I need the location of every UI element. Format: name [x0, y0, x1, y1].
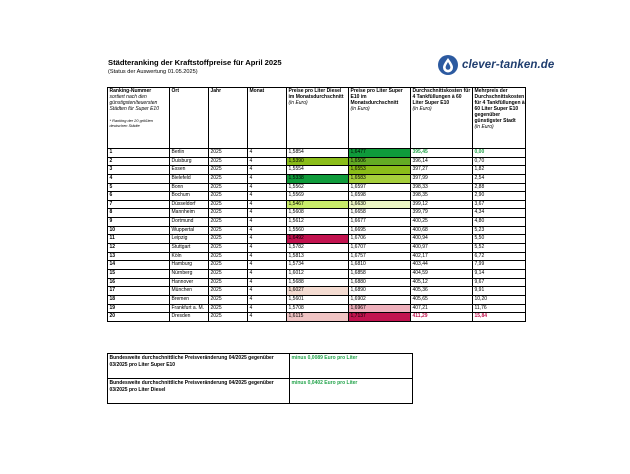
cell-year: 2025: [209, 166, 248, 175]
cell-e10: 1,6583: [349, 174, 411, 183]
cell-extra: 6,72: [473, 252, 526, 261]
fuel-drop-icon: [437, 54, 459, 76]
cell-city: München: [170, 287, 209, 296]
cell-cost: 398,33: [411, 183, 473, 192]
cell-extra: 4,80: [473, 218, 526, 227]
cell-month: 4: [248, 287, 287, 296]
cell-cost: 400,94: [411, 235, 473, 244]
cell-month: 4: [248, 278, 287, 287]
cell-year: 2025: [209, 157, 248, 166]
cell-city: Bonn: [170, 183, 209, 192]
cell-diesel: 1,5782: [287, 244, 349, 253]
cell-e10: 1,6902: [349, 295, 411, 304]
col-header-month: Monat: [248, 88, 287, 149]
cell-rank: 3: [108, 166, 170, 175]
cell-extra: 15,84: [473, 313, 526, 322]
cell-extra: 5,23: [473, 226, 526, 235]
cell-e10: 1,6553: [349, 166, 411, 175]
cell-diesel: 1,5688: [287, 278, 349, 287]
cell-diesel: 1,5560: [287, 226, 349, 235]
cell-month: 4: [248, 183, 287, 192]
cell-e10: 1,6706: [349, 235, 411, 244]
cell-diesel: 1,5390: [287, 157, 349, 166]
cell-year: 2025: [209, 209, 248, 218]
cell-extra: 5,50: [473, 235, 526, 244]
table-row: [108, 287, 526, 296]
cell-year: 2025: [209, 278, 248, 287]
cell-diesel: 1,5608: [287, 209, 349, 218]
table-row: [108, 278, 526, 287]
cell-rank: 8: [108, 209, 170, 218]
cell-diesel: 1,6027: [287, 287, 349, 296]
cell-month: 4: [248, 192, 287, 201]
cell-e10: 1,6757: [349, 252, 411, 261]
cell-city: Bremen: [170, 295, 209, 304]
table-row: [108, 192, 526, 201]
cell-extra: 0,70: [473, 157, 526, 166]
summary-row-diesel: [108, 379, 413, 404]
cell-rank: 19: [108, 304, 170, 313]
table-row: [108, 226, 526, 235]
clever-tanken-logo: [437, 54, 554, 76]
cell-extra: 7,99: [473, 261, 526, 270]
cell-cost: 400,68: [411, 226, 473, 235]
table-row: [108, 269, 526, 278]
table-row: [108, 157, 526, 166]
cell-diesel: 1,5467: [287, 200, 349, 209]
cell-year: 2025: [209, 218, 248, 227]
table-row: [108, 244, 526, 253]
table-row: [108, 235, 526, 244]
cell-rank: 17: [108, 287, 170, 296]
cell-city: Hamburg: [170, 261, 209, 270]
cell-rank: 5: [108, 183, 170, 192]
cell-month: 4: [248, 226, 287, 235]
cell-city: Bochum: [170, 192, 209, 201]
cell-cost: 399,79: [411, 209, 473, 218]
col-header-cost: Durchschnittskosten für 4 Tankfüllungen à 60 Liter Super E10 (in Euro): [411, 88, 473, 149]
cell-month: 4: [248, 200, 287, 209]
summary-value-e10: minus 0,0089 Euro pro Liter: [290, 354, 413, 379]
cell-cost: 402,17: [411, 252, 473, 261]
cell-month: 4: [248, 157, 287, 166]
table-row: [108, 149, 526, 158]
ranking-table: [107, 87, 526, 322]
cell-month: 4: [248, 304, 287, 313]
cell-e10: 1,6677: [349, 218, 411, 227]
cell-diesel: 1,5562: [287, 183, 349, 192]
cell-year: 2025: [209, 287, 248, 296]
cell-cost: 397,99: [411, 174, 473, 183]
cell-month: 4: [248, 261, 287, 270]
cell-extra: 2,54: [473, 174, 526, 183]
table-row: [108, 304, 526, 313]
cell-year: 2025: [209, 174, 248, 183]
col-header-e10: Preise pro Liter Super E10 im Monatsdurchschnitt (in Euro): [349, 88, 411, 149]
col-header-diesel: Preise pro Liter Diesel im Monatsdurchschnitt (in Euro): [287, 88, 349, 149]
cell-extra: 2,88: [473, 183, 526, 192]
cell-rank: 15: [108, 269, 170, 278]
cell-diesel: 1,5569: [287, 192, 349, 201]
summary-row-e10: [108, 354, 413, 379]
cell-month: 4: [248, 235, 287, 244]
cell-cost: 396,14: [411, 157, 473, 166]
table-row: [108, 166, 526, 175]
col-header-extra: Mehrpreis der Durchschnittskosten für 4 Tankfüllungen à 60 Liter Super E10 gegenüber günstigster Stadt (in Euro): [473, 88, 526, 149]
cell-diesel: 1,5854: [287, 149, 349, 158]
cell-city: Mannheim: [170, 209, 209, 218]
cell-month: 4: [248, 166, 287, 175]
cell-cost: 398,35: [411, 192, 473, 201]
table-row: [108, 313, 526, 322]
cell-diesel: 1,5612: [287, 218, 349, 227]
cell-diesel: 1,5734: [287, 261, 349, 270]
cell-extra: 2,90: [473, 192, 526, 201]
cell-diesel: 1,6012: [287, 269, 349, 278]
summary-table: [107, 353, 413, 404]
cell-month: 4: [248, 252, 287, 261]
cell-extra: 5,52: [473, 244, 526, 253]
cell-extra: 9,91: [473, 287, 526, 296]
col-header-year: Jahr: [209, 88, 248, 149]
cell-e10: 1,6658: [349, 209, 411, 218]
cell-cost: 395,45: [411, 149, 473, 158]
cell-rank: 12: [108, 244, 170, 253]
table-row: [108, 200, 526, 209]
cell-city: Duisburg: [170, 157, 209, 166]
cell-e10: 1,6707: [349, 244, 411, 253]
summary-desc-diesel: Bundesweite durchschnittliche Preisveränderung 04/2025 gegenüber 03/2025 pro Liter Diesel: [108, 379, 290, 404]
cell-e10: 1,6890: [349, 287, 411, 296]
cell-city: Hannover: [170, 278, 209, 287]
cell-rank: 2: [108, 157, 170, 166]
cell-extra: 1,82: [473, 166, 526, 175]
cell-month: 4: [248, 244, 287, 253]
cell-year: 2025: [209, 304, 248, 313]
cell-cost: 405,65: [411, 295, 473, 304]
cell-year: 2025: [209, 313, 248, 322]
table-row: [108, 295, 526, 304]
cell-month: 4: [248, 174, 287, 183]
cell-extra: 4,34: [473, 209, 526, 218]
cell-e10: 1,6880: [349, 278, 411, 287]
cell-e10: 1,6477: [349, 149, 411, 158]
cell-rank: 7: [108, 200, 170, 209]
cell-cost: 400,97: [411, 244, 473, 253]
summary-value-diesel: minus 0,0402 Euro pro Liter: [290, 379, 413, 404]
cell-rank: 13: [108, 252, 170, 261]
cell-rank: 6: [108, 192, 170, 201]
cell-rank: 16: [108, 278, 170, 287]
cell-rank: 4: [108, 174, 170, 183]
cell-e10: 1,7137: [349, 313, 411, 322]
page-title: Städteranking der Kraftstoffpreise für April 2025: [108, 58, 282, 67]
logo-text: clever-tanken.de: [462, 59, 555, 71]
cell-extra: 0,00: [473, 149, 526, 158]
cell-extra: 3,67: [473, 200, 526, 209]
cell-city: Düsseldorf: [170, 200, 209, 209]
cell-rank: 18: [108, 295, 170, 304]
table-row: [108, 218, 526, 227]
cell-cost: 405,12: [411, 278, 473, 287]
table-row: [108, 261, 526, 270]
cell-rank: 9: [108, 218, 170, 227]
table-row: [108, 209, 526, 218]
cell-e10: 1,6858: [349, 269, 411, 278]
cell-year: 2025: [209, 183, 248, 192]
cell-city: Berlin: [170, 149, 209, 158]
cell-month: 4: [248, 218, 287, 227]
cell-diesel: 1,5813: [287, 252, 349, 261]
cell-diesel: 1,5338: [287, 174, 349, 183]
cell-cost: 397,27: [411, 166, 473, 175]
cell-city: Bielefeld: [170, 174, 209, 183]
cell-year: 2025: [209, 149, 248, 158]
cell-year: 2025: [209, 252, 248, 261]
cell-month: 4: [248, 295, 287, 304]
cell-year: 2025: [209, 235, 248, 244]
cell-month: 4: [248, 209, 287, 218]
cell-extra: 11,76: [473, 304, 526, 313]
cell-year: 2025: [209, 200, 248, 209]
cell-rank: 1: [108, 149, 170, 158]
cell-month: 4: [248, 149, 287, 158]
cell-e10: 1,6598: [349, 192, 411, 201]
summary-desc-e10: Bundesweite durchschnittliche Preisveränderung 04/2025 gegenüber 03/2025 pro Liter Super E10: [108, 354, 290, 379]
cell-city: Köln: [170, 252, 209, 261]
cell-city: Stuttgart: [170, 244, 209, 253]
cell-diesel: 1,5554: [287, 166, 349, 175]
cell-year: 2025: [209, 226, 248, 235]
cell-month: 4: [248, 269, 287, 278]
cell-rank: 11: [108, 235, 170, 244]
cell-city: Wuppertal: [170, 226, 209, 235]
cell-rank: 20: [108, 313, 170, 322]
table-row: [108, 174, 526, 183]
cell-e10: 1,6695: [349, 226, 411, 235]
col-header-city: Ort: [170, 88, 209, 149]
table-row: [108, 252, 526, 261]
cell-city: Leipzig: [170, 235, 209, 244]
cell-city: Frankfurt a. M.: [170, 304, 209, 313]
cell-rank: 10: [108, 226, 170, 235]
cell-diesel: 1,6492: [287, 235, 349, 244]
cell-extra: 9,14: [473, 269, 526, 278]
cell-e10: 1,6506: [349, 157, 411, 166]
cell-year: 2025: [209, 244, 248, 253]
cell-e10: 1,6967: [349, 304, 411, 313]
cell-e10: 1,6597: [349, 183, 411, 192]
cell-year: 2025: [209, 261, 248, 270]
cell-cost: 407,21: [411, 304, 473, 313]
cell-city: Essen: [170, 166, 209, 175]
cell-cost: 405,36: [411, 287, 473, 296]
cell-diesel: 1,6115: [287, 313, 349, 322]
cell-month: 4: [248, 313, 287, 322]
page-subtitle: (Status der Auswertung 01.05.2025): [108, 69, 198, 75]
cell-diesel: 1,5601: [287, 295, 349, 304]
cell-cost: 399,12: [411, 200, 473, 209]
table-header-row: [108, 88, 526, 149]
cell-city: Dresden: [170, 313, 209, 322]
cell-year: 2025: [209, 192, 248, 201]
cell-extra: 9,67: [473, 278, 526, 287]
table-row: [108, 183, 526, 192]
cell-rank: 14: [108, 261, 170, 270]
cell-extra: 10,20: [473, 295, 526, 304]
col-header-ranking: Ranking-Nummer sortiert nach den günstigsten/teuersten Städten für Super E10 * Ranking der 20 größten deutschen Städte: [108, 88, 170, 149]
cell-e10: 1,6630: [349, 200, 411, 209]
cell-year: 2025: [209, 295, 248, 304]
cell-diesel: 1,5708: [287, 304, 349, 313]
cell-cost: 404,59: [411, 269, 473, 278]
cell-year: 2025: [209, 269, 248, 278]
cell-cost: 403,44: [411, 261, 473, 270]
cell-city: Nürnberg: [170, 269, 209, 278]
cell-cost: 411,29: [411, 313, 473, 322]
cell-cost: 400,25: [411, 218, 473, 227]
cell-e10: 1,6810: [349, 261, 411, 270]
cell-city: Dortmund: [170, 218, 209, 227]
